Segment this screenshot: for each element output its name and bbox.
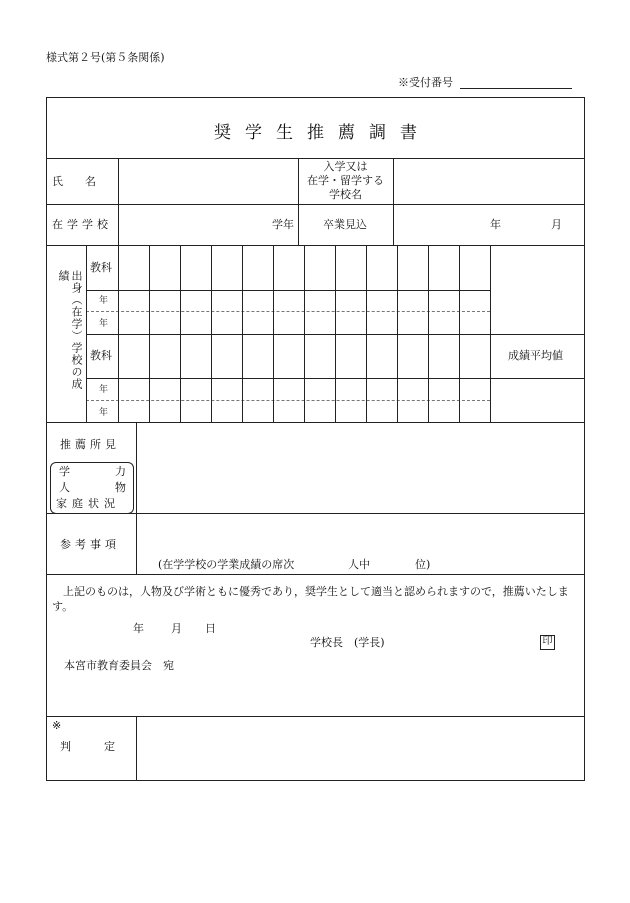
average-label: 成績平均値: [508, 349, 563, 362]
rule-judgment-divider: [136, 716, 137, 781]
notes-field[interactable]: [138, 515, 583, 555]
graduation-month-label: 月: [551, 218, 562, 231]
rule-grades-col: [180, 245, 181, 422]
rule-title-bottom: [46, 158, 585, 159]
rule-grades-col: [211, 245, 212, 422]
rule-grades-col: [459, 245, 460, 422]
date-month-label: 月: [171, 622, 182, 635]
rule-statement-bottom: [46, 716, 585, 717]
rule-grades-bottom: [46, 422, 585, 423]
judgment-label: 判 定: [60, 740, 115, 753]
form-number: 様式第２号(第５条関係): [46, 51, 165, 64]
recommend-label: 推薦所見: [60, 438, 120, 451]
graduation-year-label: 年: [490, 218, 501, 231]
rule-grades-dash-2: [86, 400, 490, 401]
admission-label-2: 在学・留学する: [307, 174, 384, 187]
date-day-label: 日: [205, 622, 216, 635]
date-year-label: 年: [133, 622, 144, 635]
rule-grades-side: [86, 245, 87, 422]
year-label-1b: 年: [99, 319, 109, 329]
rule-grades-dash-1: [86, 311, 490, 312]
rank-people: 人中: [348, 558, 370, 571]
rule-grades-col: [490, 245, 491, 422]
recommend-sub-character-a: 人: [59, 481, 70, 494]
rule-admission-right: [393, 158, 394, 245]
rule-grades-col: [304, 245, 305, 422]
school-label: 在学学校: [52, 218, 112, 231]
rule-grades-2: [86, 378, 490, 379]
recommendation-statement: 上記のものは，人物及び学術ともに優秀であり，奨学生として適当と認められますので，推薦いたします。: [52, 585, 569, 613]
grades-side-label: 出身（在学）学校の成績: [57, 270, 83, 390]
rule-grades-col: [273, 245, 274, 422]
receipt-number-label: ※受付番号: [398, 76, 453, 89]
admission-label-1: 入学又は: [323, 160, 368, 173]
rule-grades-1: [86, 290, 490, 291]
recommend-sub-character-b: 物: [115, 481, 126, 494]
rule-name-bottom: [46, 204, 585, 205]
grade-label: 学年: [272, 218, 294, 231]
judgment-mark: ※: [52, 719, 62, 732]
recommend-field[interactable]: [138, 424, 583, 511]
rule-grades-col: [242, 245, 243, 422]
rule-school-bottom: [46, 245, 585, 246]
rule-label-divider: [118, 158, 119, 245]
name-label: 氏 名: [52, 175, 96, 188]
school-field[interactable]: [120, 206, 270, 243]
admission-label-3: 学校名: [329, 188, 362, 201]
rule-grades-col: [366, 245, 367, 422]
receipt-number-field[interactable]: [460, 88, 572, 89]
subject-label-1: 教科: [90, 261, 112, 274]
graduation-label: 卒業見込: [323, 218, 367, 231]
rank-suffix: 位): [415, 558, 431, 571]
year-label-1a: 年: [99, 296, 109, 306]
recommend-sub-ability-b: 力: [115, 465, 126, 478]
recommend-sub-ability-a: 学: [59, 465, 70, 478]
rule-recommend-divider: [136, 422, 137, 574]
rank-prefix: (在学学校の学業成績の席次: [158, 558, 295, 571]
rule-notes-bottom: [46, 574, 585, 575]
name-field[interactable]: [120, 160, 296, 203]
rule-grades-label: [118, 245, 119, 422]
recommend-sub-family: 家庭状況: [56, 497, 120, 510]
year-label-2b: 年: [99, 408, 109, 418]
admission-school-field[interactable]: [395, 160, 583, 203]
rule-grades-col: [397, 245, 398, 422]
rule-grades-col: [335, 245, 336, 422]
rule-grades-col: [149, 245, 150, 422]
addressee: 本宮市教育委員会 宛: [64, 659, 174, 672]
rule-grades-col: [428, 245, 429, 422]
notes-label: 参考事項: [60, 538, 120, 551]
judgment-field[interactable]: [138, 718, 583, 779]
principal-label: 学校長 (学長): [310, 636, 385, 649]
seal-mark: 印: [540, 635, 555, 650]
year-label-2a: 年: [99, 385, 109, 395]
rule-average-bottom: [490, 378, 585, 379]
document-title: 奨学生推薦調書: [214, 123, 431, 143]
subject-label-2: 教科: [90, 349, 112, 362]
